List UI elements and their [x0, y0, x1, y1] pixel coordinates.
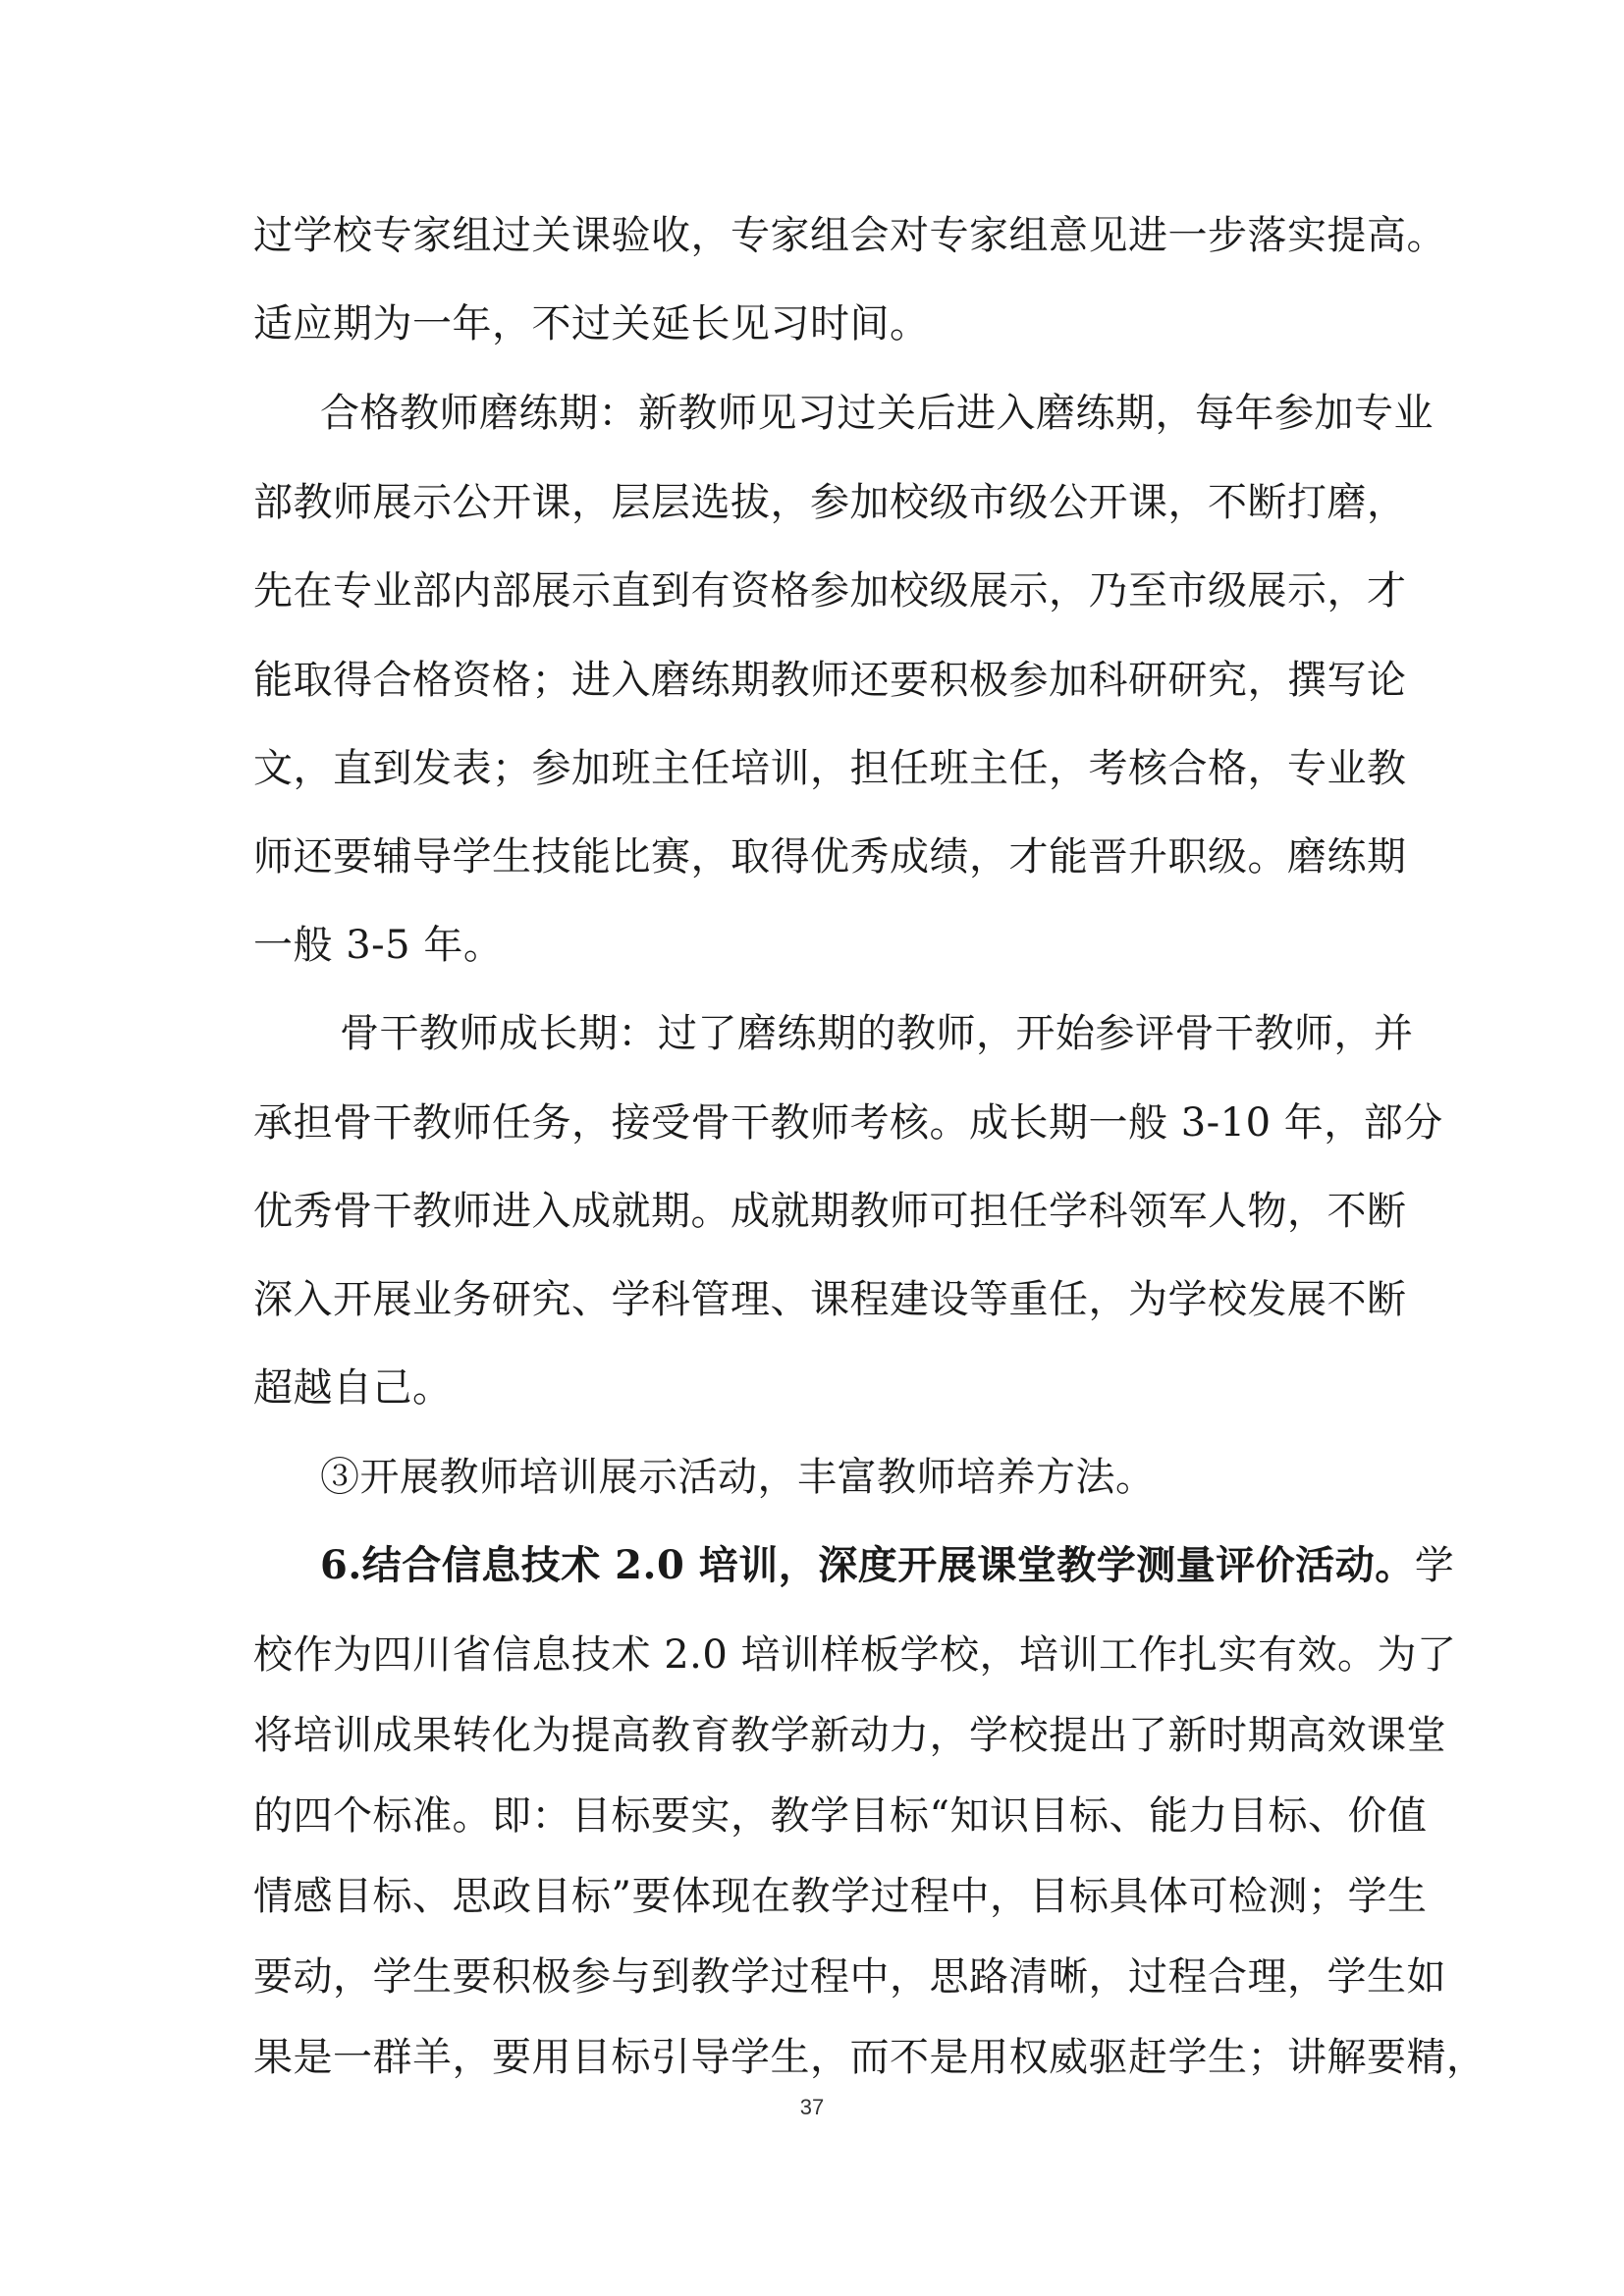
text-line: 部教师展示公开课，层层选拔，参加校级市级公开课，不断打磨， — [253, 480, 1407, 525]
heading-rest-text: 学 — [1414, 1543, 1455, 1588]
text-line: 校作为四川省信息技术 2.0 培训样板学校，培训工作扎实有效。为了 — [253, 1632, 1457, 1678]
text-line: 过学校专家组过关课验收，专家组会对专家组意见进一步落实提高。 — [253, 213, 1446, 258]
text-line: 先在专业部内部展示直到有资格参加校级展示，乃至市级展示，才 — [253, 568, 1407, 614]
text-line: 合格教师磨练期：新教师见习过关后进入磨练期，每年参加专业 — [320, 391, 1434, 436]
text-line: 果是一群羊，要用目标引导学生，而不是用权威驱赶学生；讲解要精， — [253, 2035, 1487, 2080]
section-heading — [320, 1538, 1459, 1593]
text-line: 能取得合格资格；进入磨练期教师还要积极参加科研研究，撰写论 — [253, 658, 1407, 703]
text-line: 深入开展业务研究、学科管理、课程建设等重任，为学校发展不断 — [253, 1277, 1407, 1322]
text-line: 一般 3-5 年。 — [253, 923, 504, 968]
text-line: ③开展教师培训展示活动，丰富教师培养方法。 — [320, 1455, 1156, 1500]
page-number: 37 — [799, 2095, 825, 2119]
text-line: 师还要辅导学生技能比赛，取得优秀成绩，才能晋升职级。磨练期 — [253, 834, 1407, 880]
text-line: 文，直到发表；参加班主任培训，担任班主任，考核合格，专业教 — [253, 746, 1407, 791]
text-line: 超越自己。 — [253, 1365, 453, 1411]
text-line: 的四个标准。即：目标要实，教学目标“知识目标、能力目标、价值 — [253, 1793, 1428, 1839]
text-line: 优秀骨干教师进入成就期。成就期教师可担任学科领军人物，不断 — [253, 1189, 1407, 1234]
text-line: 适应期为一年，不过关延长见习时间。 — [253, 301, 930, 347]
text-line: 将培训成果转化为提高教育教学新动力，学校提出了新时期高效课堂 — [253, 1713, 1446, 1758]
text-line: 情感目标、思政目标”要体现在教学过程中，目标具体可检测；学生 — [253, 1874, 1428, 1919]
text-line: 骨干教师成长期：过了磨练期的教师，开始参评骨干教师，并 — [340, 1011, 1414, 1056]
text-line: 承担骨干教师任务，接受骨干教师考核。成长期一般 3-10 年，部分 — [253, 1100, 1443, 1146]
text-line: 要动，学生要积极参与到教学过程中，思路清晰，过程合理，学生如 — [253, 1954, 1446, 2000]
heading-bold-text: 6.结合信息技术 2.0 培训，深度开展课堂教学测量评价活动。 — [320, 1542, 1415, 1588]
